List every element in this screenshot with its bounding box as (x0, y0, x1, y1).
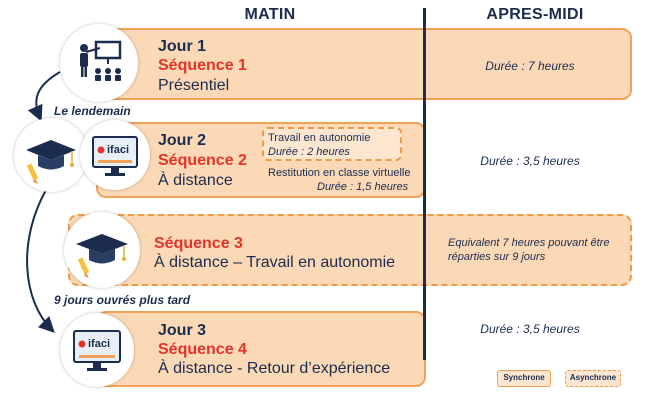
computer-ifaci-circle-2 (60, 313, 134, 387)
row3-sequence: Séquence 3 (154, 235, 243, 252)
row3-afternoon-line2: réparties sur 9 jours (448, 251, 546, 263)
autonomy-duration: Durée : 2 heures (268, 146, 350, 158)
row2-afternoon-duration: Durée : 3,5 heures (480, 154, 580, 168)
row1-day: Jour 1 (158, 38, 207, 55)
arrow-to-day3 (27, 190, 52, 330)
row1-mode: Présentiel (158, 77, 230, 94)
presentation-icon-circle (60, 24, 138, 102)
transition-next-day: Le lendemain (54, 104, 131, 118)
graduation-cap-icon (64, 212, 140, 288)
header-afternoon: APRES-MIDI (486, 6, 584, 23)
graduation-cap-icon (14, 118, 88, 192)
autonomy-title: Travail en autonomie (268, 132, 371, 144)
virtual-class-title: Restitution en classe virtuelle (268, 167, 411, 179)
graduation-cap-circle-2 (64, 212, 140, 288)
computer-ifaci-circle (80, 120, 150, 190)
row4-afternoon-duration: Durée : 3,5 heures (480, 322, 580, 336)
row4-day: Jour 3 (158, 322, 207, 339)
row2-sequence: Séquence 2 (158, 152, 247, 169)
header-morning: MATIN (244, 6, 296, 23)
virtual-class-duration: Durée : 1,5 heures (317, 181, 409, 193)
row4-sequence: Séquence 4 (158, 341, 247, 358)
row2-mode: À distance (158, 172, 233, 189)
row1-afternoon-duration: Durée : 7 heures (485, 59, 575, 73)
row2-day: Jour 2 (158, 132, 207, 149)
row3-mode: À distance – Travail en autonomie (154, 254, 396, 271)
computer-logo-text-2: ifaci (88, 338, 111, 350)
presentation-icon (60, 24, 138, 102)
graduation-cap-circle (14, 118, 88, 192)
transition-later: 9 jours ouvrés plus tard (54, 293, 191, 307)
computer-ifaci-icon (60, 313, 134, 387)
legend-sync: Synchrone (497, 370, 551, 387)
legend-async: Asynchrone (565, 370, 621, 387)
computer-logo-text: ifaci (107, 144, 130, 156)
row1-sequence: Séquence 1 (158, 57, 247, 74)
row3-afternoon-line1: Equivalent 7 heures pouvant être (448, 237, 610, 249)
row4-mode: À distance - Retour d’expérience (158, 360, 391, 377)
